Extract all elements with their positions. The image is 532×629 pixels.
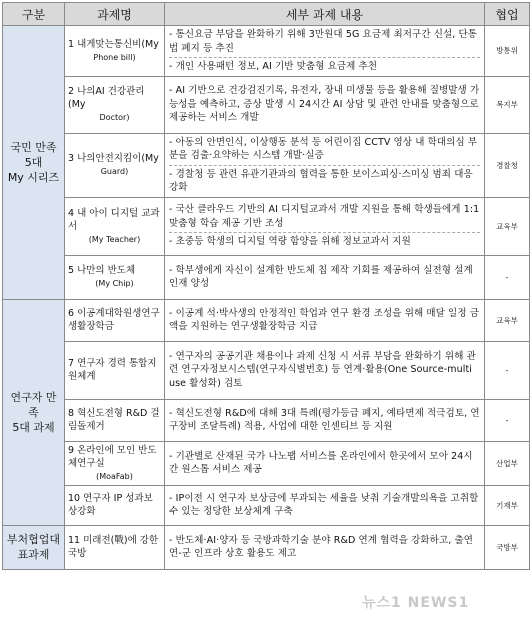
coop-agency: - (485, 255, 530, 299)
group-category-g3: 부처협업대 표과제 (3, 525, 65, 569)
coop-agency: 복지부 (485, 76, 530, 133)
table-row (3, 133, 530, 197)
watermark: 뉴스1 NEWS1 (362, 595, 470, 611)
task-name-cell (65, 341, 165, 399)
task-detail-cell (165, 485, 485, 525)
detail-item: - 혁신도전형 R&D에 대해 3대 특례(평가등급 폐지, 예타면제 적극검토, 연구장비 조달특례) 적용, 사업에 대한 인센티브 등 지원 (169, 407, 480, 432)
coop-agency: 교육부 (485, 299, 530, 341)
detail-item: - 이공계 석·박사생의 안정적인 학업과 연구 환경 조성을 위해 매달 일정 금액을 지원하는 연구생활장학금 지급 (169, 307, 479, 332)
task-english-name: Doctor) (99, 113, 130, 122)
task-english-name: Phone bill) (93, 52, 136, 62)
detail-item: - AI 기반으로 건강검진기록, 유전자, 장내 미생물 등을 활용해 질병발생 가능성을 예측하고, 증상 발생 시 24시간 AI 상담 및 관련 안내를 맞춤형으로 제공하는 서비스 개발 (169, 85, 480, 124)
detail-item: - 개인 사용패턴 정보, AI 기반 맞춤형 요금제 추천 (169, 61, 378, 72)
task-number: 5 (68, 265, 75, 276)
detail-divider (169, 165, 480, 166)
task-number: 10 (68, 493, 81, 504)
task-title: 내 아이 디지털 교과서 (68, 207, 160, 232)
coop-agency: 기재부 (485, 485, 530, 525)
header-detail: 세부 과제 내용 (165, 3, 485, 26)
task-name-cell (65, 441, 165, 485)
task-detail-cell (165, 76, 485, 133)
detail-divider (169, 57, 480, 58)
detail-divider (169, 232, 480, 233)
coop-agency: - (485, 399, 530, 441)
task-number: 7 (68, 358, 75, 369)
table-row (3, 441, 530, 485)
task-name-cell (65, 399, 165, 441)
table-row (3, 341, 530, 399)
detail-item: - 학부생에게 자신이 설계한 반도체 칩 제작 기회를 제공하여 실전형 설계 인재 양성 (169, 264, 473, 289)
header-coop: 협업 (485, 3, 530, 26)
detail-item: - 국산 클라우드 기반의 AI 디지털교과서 개발 지원을 통해 학생들에게 1:1 맞춤형 학습 제공 기반 조성 (169, 204, 480, 229)
task-number: 1 (68, 38, 75, 50)
detail-item: - 통신요금 부담을 완화하기 위해 3만원대 5G 요금제 최저구간 신설, 단통법 폐지 등 추진 (169, 29, 478, 54)
task-title: 온라인에 모인 반도체연구실 (68, 444, 157, 469)
task-detail-cell (165, 299, 485, 341)
table-row (3, 525, 530, 569)
detail-item: - 경찰청 등 관련 유관기관과의 협력을 통한 보이스피싱·스미싱 범죄 대응 강화 (169, 168, 473, 193)
task-title: 내게맞는통신비(My (77, 38, 159, 50)
group-category-g1: 국민 만족 5대 My 시리즈 (3, 26, 65, 300)
table-row (3, 255, 530, 299)
header-category: 구분 (3, 3, 65, 26)
task-name-cell (65, 255, 165, 299)
task-detail-cell (165, 341, 485, 399)
task-title: 이공계대학원생연구생활장학금 (68, 308, 160, 332)
task-detail-cell (165, 26, 485, 77)
detail-item: - 반도체·AI·양자 등 국방과학기술 분야 R&D 연계 협력을 강화하고, 출연연-군 인프라 상호 활용도 제고 (169, 534, 474, 559)
task-name-cell (65, 133, 165, 197)
task-table (2, 2, 530, 570)
detail-item: - 초중등 학생의 디지털 역량 함양을 위해 정보교과서 지원 (169, 236, 411, 248)
task-name-cell (65, 197, 165, 255)
task-name-cell (65, 26, 165, 77)
task-title: 혁신도전형 R&D 걸림돌제거 (68, 408, 160, 432)
task-number: 3 (68, 153, 75, 164)
table-row (3, 197, 530, 255)
table-row (3, 26, 530, 77)
detail-item: - IP이전 시 연구자 보상금에 부과되는 세율을 낮춰 기술개발의욕을 고취할 수 있는 정당한 보상체계 구축 (169, 492, 479, 517)
task-title: 나만의 반도체 (77, 265, 136, 276)
task-name-cell (65, 485, 165, 525)
task-number: 4 (68, 207, 75, 219)
coop-agency: 산업부 (485, 441, 530, 485)
task-detail-cell (165, 525, 485, 569)
task-number: 11 (68, 535, 81, 546)
table-row (3, 399, 530, 441)
task-title: 연구자 경력 통합지원체계 (68, 358, 157, 382)
task-title: 나의안전지킴이(My (77, 153, 159, 164)
task-title: 미래전(戰)에 강한 국방 (68, 535, 159, 559)
coop-agency: - (485, 341, 530, 399)
task-detail-cell (165, 255, 485, 299)
group-category-g2: 연구자 만 족 5대 과제 (3, 299, 65, 525)
task-english-name: Guard) (100, 167, 129, 176)
coop-agency: 국방부 (485, 525, 530, 569)
task-detail-cell (165, 441, 485, 485)
table-header-row (3, 3, 530, 26)
header-task: 과제명 (65, 3, 165, 26)
table-row (3, 299, 530, 341)
detail-item: - 아동의 안면인식, 이상행동 분석 등 어린이집 CCTV 영상 내 학대의심 부분을 검출·요약하는 시스템 개발·실증 (169, 136, 478, 161)
task-name-cell (65, 299, 165, 341)
task-title: 연구자 IP 성과보상강화 (68, 493, 153, 517)
coop-agency: 방통위 (485, 26, 530, 77)
detail-item: - 연구자의 공공기관 채용이나 과제 신청 시 서류 부담을 완화하기 위해 관련 연구자정보시스템(연구자식별번호) 등 연계·활용(One Source-multi use 활성화) 검토 (169, 350, 476, 389)
task-number: 9 (68, 444, 75, 456)
task-english-name: (My Chip) (95, 279, 134, 288)
task-detail-cell (165, 399, 485, 441)
table-row (3, 485, 530, 525)
task-detail-cell (165, 133, 485, 197)
task-number: 2 (68, 86, 75, 97)
task-number: 6 (68, 308, 75, 319)
task-name-cell (65, 76, 165, 133)
task-name-cell (65, 525, 165, 569)
coop-agency: 교육부 (485, 197, 530, 255)
task-detail-cell (165, 197, 485, 255)
task-number: 8 (68, 408, 75, 419)
task-english-name: (My Teacher) (88, 234, 141, 244)
detail-item: - 기관별로 산재된 국가 나노팹 서비스를 온라인에서 한곳에서 모아 24시간 원스톱 서비스 제공 (169, 450, 473, 475)
task-english-name: (MoaFab) (96, 471, 133, 481)
coop-agency: 경찰청 (485, 133, 530, 197)
task-title: 나의AI 건강관리(My (68, 86, 145, 110)
table-row (3, 76, 530, 133)
